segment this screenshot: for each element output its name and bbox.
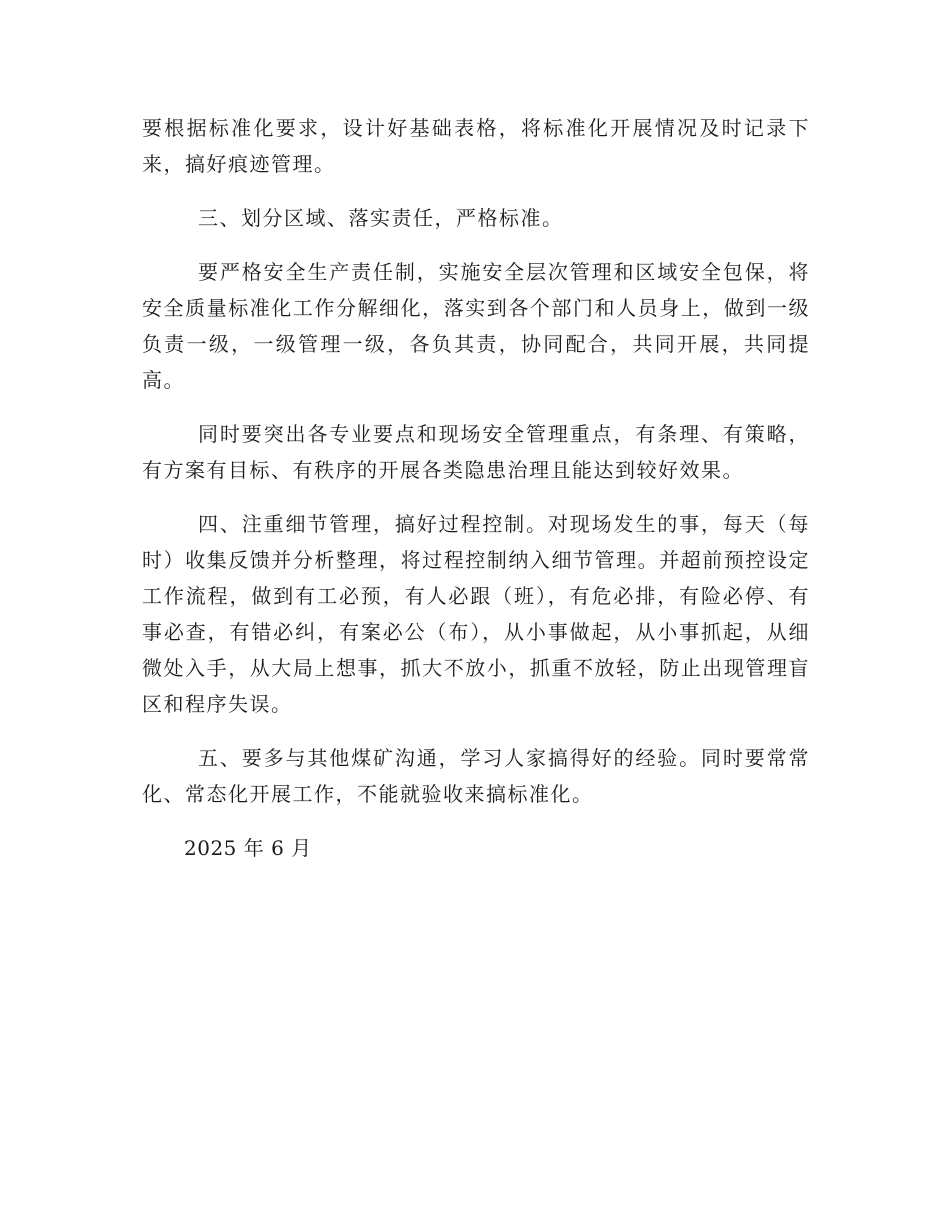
document-body — [142, 110, 810, 866]
section-heading-5: 五、要多与其他煤矿沟通，学习人家搞得好的经验。同时要常常化、常态化开展工作，不能就验收来搞标准化。 — [142, 746, 810, 806]
paragraph-key-points: 同时要突出各专业要点和现场安全管理重点，有条理、有策略，有方案有目标、有秩序的开展各类隐患治理且能达到较好效果。 — [142, 422, 810, 482]
section-heading-3: 三、划分区域、落实责任，严格标准。 — [198, 206, 564, 230]
paragraph-responsibility: 要严格安全生产责任制，实施安全层次管理和区域安全包保，将安全质量标准化工作分解细化，落实到各个部门和人员身上，做到一级负责一级，一级管理一级，各负其责，协同配合，共同开展，共同提高。 — [142, 260, 810, 392]
document-date: 2025 年 6 月 — [184, 836, 312, 860]
paragraph-1: 要根据标准化要求，设计好基础表格，将标准化开展情况及时记录下来，搞好痕迹管理。 — [142, 116, 810, 176]
section-heading-4: 四、注重细节管理，搞好过程控制。对现场发生的事，每天（每时）收集反馈并分析整理，将过程控制纳入细节管理。并超前预控设定工作流程，做到有工必预，有人必跟（班），有危必排，有险必停、有事必查，有错必纠，有案必公（布），从小事做起，从小事抓起，从细微处入手，从大局上想事，抓大不放小，抓重不放轻，防止出现管理盲区和程序失误。 — [142, 512, 810, 716]
